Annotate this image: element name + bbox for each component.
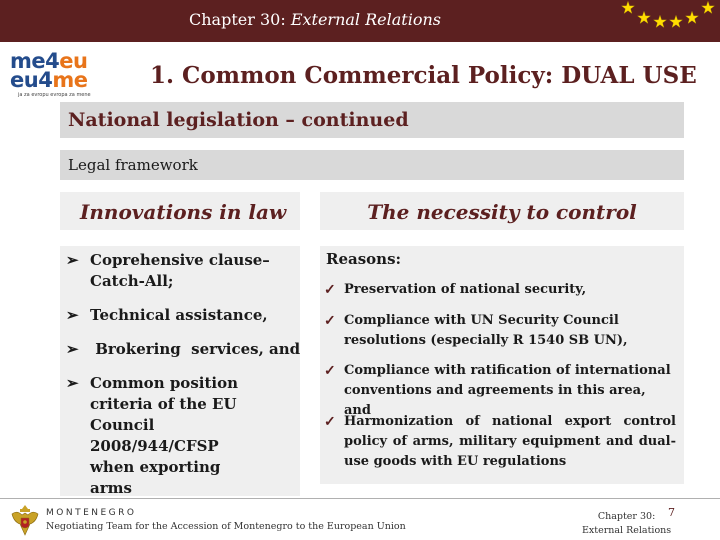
list-item: ➢ Brokering services, and [66,340,301,358]
arrow-bullet-icon: ➢ [66,306,79,324]
list-item: ✓ Compliance with UN Security Council resolutions (especially R 1540 SB UN), [324,313,628,348]
chapter-title: Chapter 30: External Relations [189,10,441,29]
slide-subtitle: National legislation – continued [68,109,409,131]
left-column [60,246,300,496]
header-bar [0,0,720,42]
me4eu-logo [10,49,120,102]
logo-tagline: ja za evropu evropa za mene [18,92,91,98]
section-label: Legal framework [68,156,198,174]
list-item: ✓ Harmonization of national export control policy of arms, military equipment and dual-use goods with EU regulations [324,414,676,469]
list-item: ➢ Technical assistance, [66,306,268,324]
arrow-bullet-icon: ➢ [66,340,79,358]
footer-country: MONTENEGRO [46,508,137,518]
arrow-bullet-icon: ➢ [66,374,79,392]
checkmark-icon: ✓ [324,414,336,430]
left-column-heading: Innovations in law [60,192,300,230]
subtitle-bar [60,102,684,138]
footer-chapter: Chapter 30: External Relations [582,511,672,536]
coat-of-arms-icon [8,502,42,538]
reasons-label: Reasons: [326,250,402,268]
list-item: ➢ Common position criteria of the EU Council 2008/944/CFSP when exporting arms [66,374,238,497]
right-column [320,246,684,484]
checkmark-icon: ✓ [324,363,336,379]
list-item: ✓ Preservation of national security, [324,282,587,298]
checkmark-icon: ✓ [324,313,336,329]
logo-line-2: eu4me [10,68,88,92]
footer-team: Negotiating Team for the Accession of Montenegro to the European Union [46,521,406,532]
slide-title: 1. Common Commercial Policy: DUAL USE [150,62,697,89]
eu-stars-icon [610,0,720,42]
arrow-bullet-icon: ➢ [66,251,79,269]
right-column-heading: The necessity to control [320,192,684,230]
page-number: 7 [668,506,675,519]
section-bar [60,150,684,180]
checkmark-icon: ✓ [324,282,336,298]
logo-line-1: me4eu [10,49,88,73]
list-item: ➢ Coprehensive clause– Catch-All; [66,251,270,290]
footer-divider [0,498,720,499]
list-item: ✓ Compliance with ratification of international conventions and agreements in this area, and [324,363,671,418]
